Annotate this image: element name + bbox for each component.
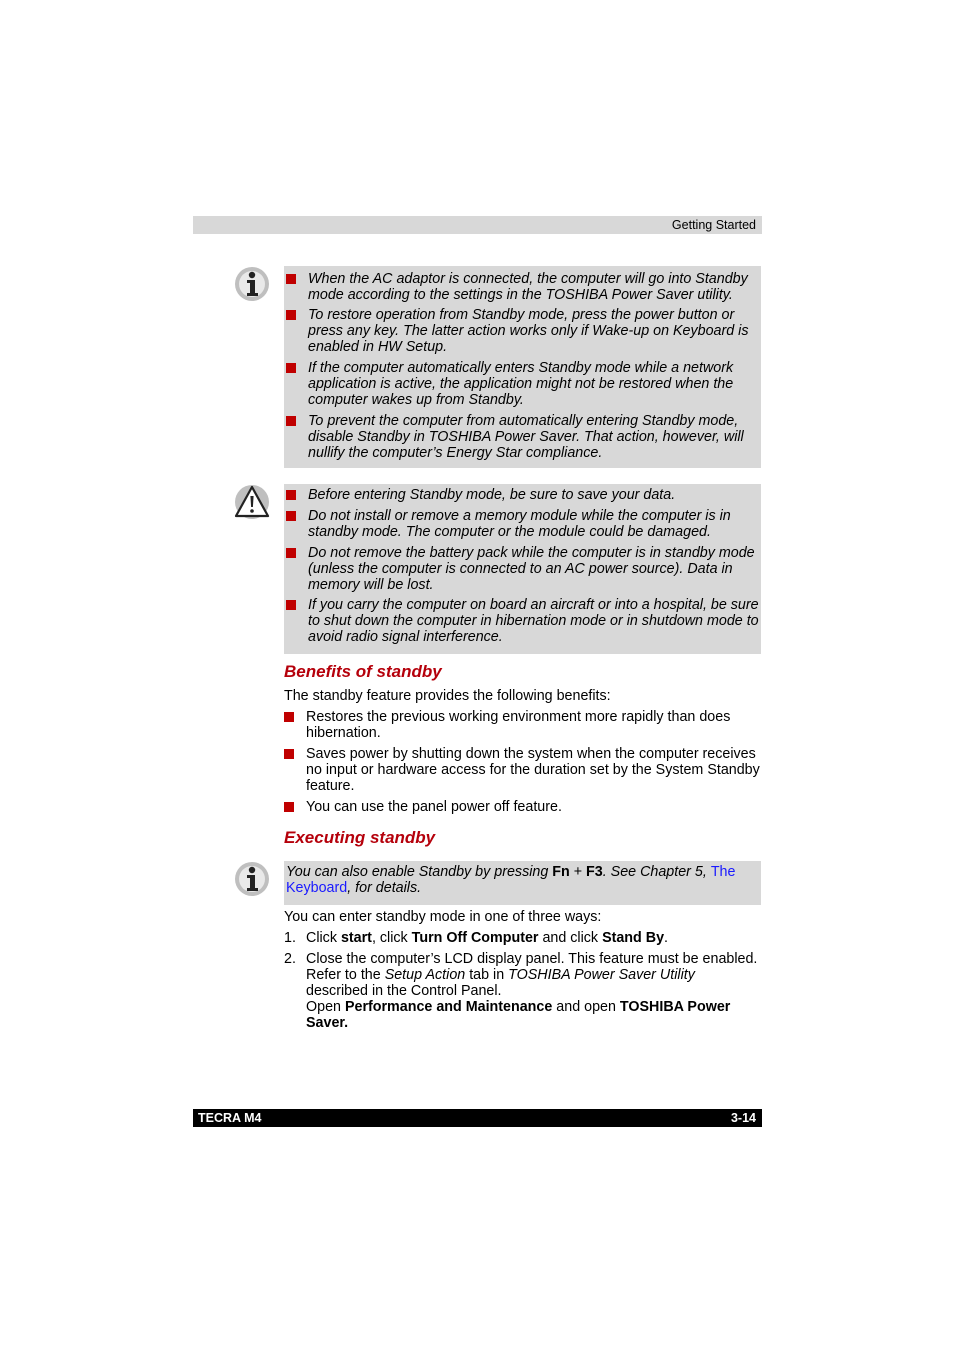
note-box: [284, 266, 761, 468]
step-item: 1. Click start, click Turn Off Computer and click Stand By.: [284, 930, 669, 946]
note-box: [284, 861, 761, 905]
section-heading: Benefits of standby: [284, 662, 442, 681]
model-name: TECRA M4: [198, 1111, 262, 1125]
warning-icon: [234, 484, 270, 520]
note-item: To prevent the computer from automatically entering Standby mode, disable Standby in TOSHIBA Power Saver. That action, however, will nullify the computer’s Energy Star compliance.: [284, 413, 761, 461]
caution-item: Before entering Standby mode, be sure to save your data.: [284, 487, 761, 503]
section-title: Getting Started: [671, 218, 756, 232]
list-item: Saves power by shutting down the system when the computer receives no input or hardware access for the duration set by the System Standby feature.: [284, 746, 764, 794]
caution-item: Do not remove the battery pack while the computer is in standby mode (unless the computer is connected to an AC power source). Data in memory will be lost.: [284, 545, 761, 593]
page-header: [193, 216, 762, 234]
note-text: You can also enable Standby by pressing Fn + F3. See Chapter 5, The Keyboard, for details.: [286, 864, 736, 896]
list-item: You can use the panel power off feature.: [284, 799, 764, 815]
note-item: To restore operation from Standby mode, press the power button or press any key. The latter action works only if Wake-up on Keyboard is enabled in HW Setup.: [284, 307, 761, 355]
keyboard-link[interactable]: The Keyboard: [286, 864, 736, 896]
step-item: 2. Close the computer’s LCD display panel. This feature must be enabled. Refer to the Setup Action tab in TOSHIBA Power Saver Utility described in the Control Panel. Open Performance and Maintenance and open TOSHIBA Power Saver.: [284, 951, 758, 1031]
benefits-intro: The standby feature provides the following benefits:: [284, 688, 611, 704]
section-heading: Executing standby: [284, 828, 436, 847]
note-item: When the AC adaptor is connected, the computer will go into Standby mode according to the settings in the TOSHIBA Power Saver utility.: [284, 271, 761, 303]
note-item: If the computer automatically enters Standby mode while a network application is active, the application might not be restored when the computer wakes up from Standby.: [284, 360, 761, 408]
info-icon: [234, 861, 270, 897]
list-item: Restores the previous working environment more rapidly than does hibernation.: [284, 709, 764, 741]
caution-item: If you carry the computer on board an aircraft or into a hospital, be sure to shut down the computer in hibernation mode or in shutdown mode to avoid radio signal interference.: [284, 597, 761, 645]
executing-intro: You can enter standby mode in one of three ways:: [284, 909, 602, 925]
caution-item: Do not install or remove a memory module while the computer is in standby mode. The computer or the module could be damaged.: [284, 508, 761, 540]
page-footer: [193, 1109, 762, 1127]
page-number: 3-14: [730, 1111, 756, 1125]
info-icon: [234, 266, 270, 302]
caution-box: [284, 484, 761, 654]
